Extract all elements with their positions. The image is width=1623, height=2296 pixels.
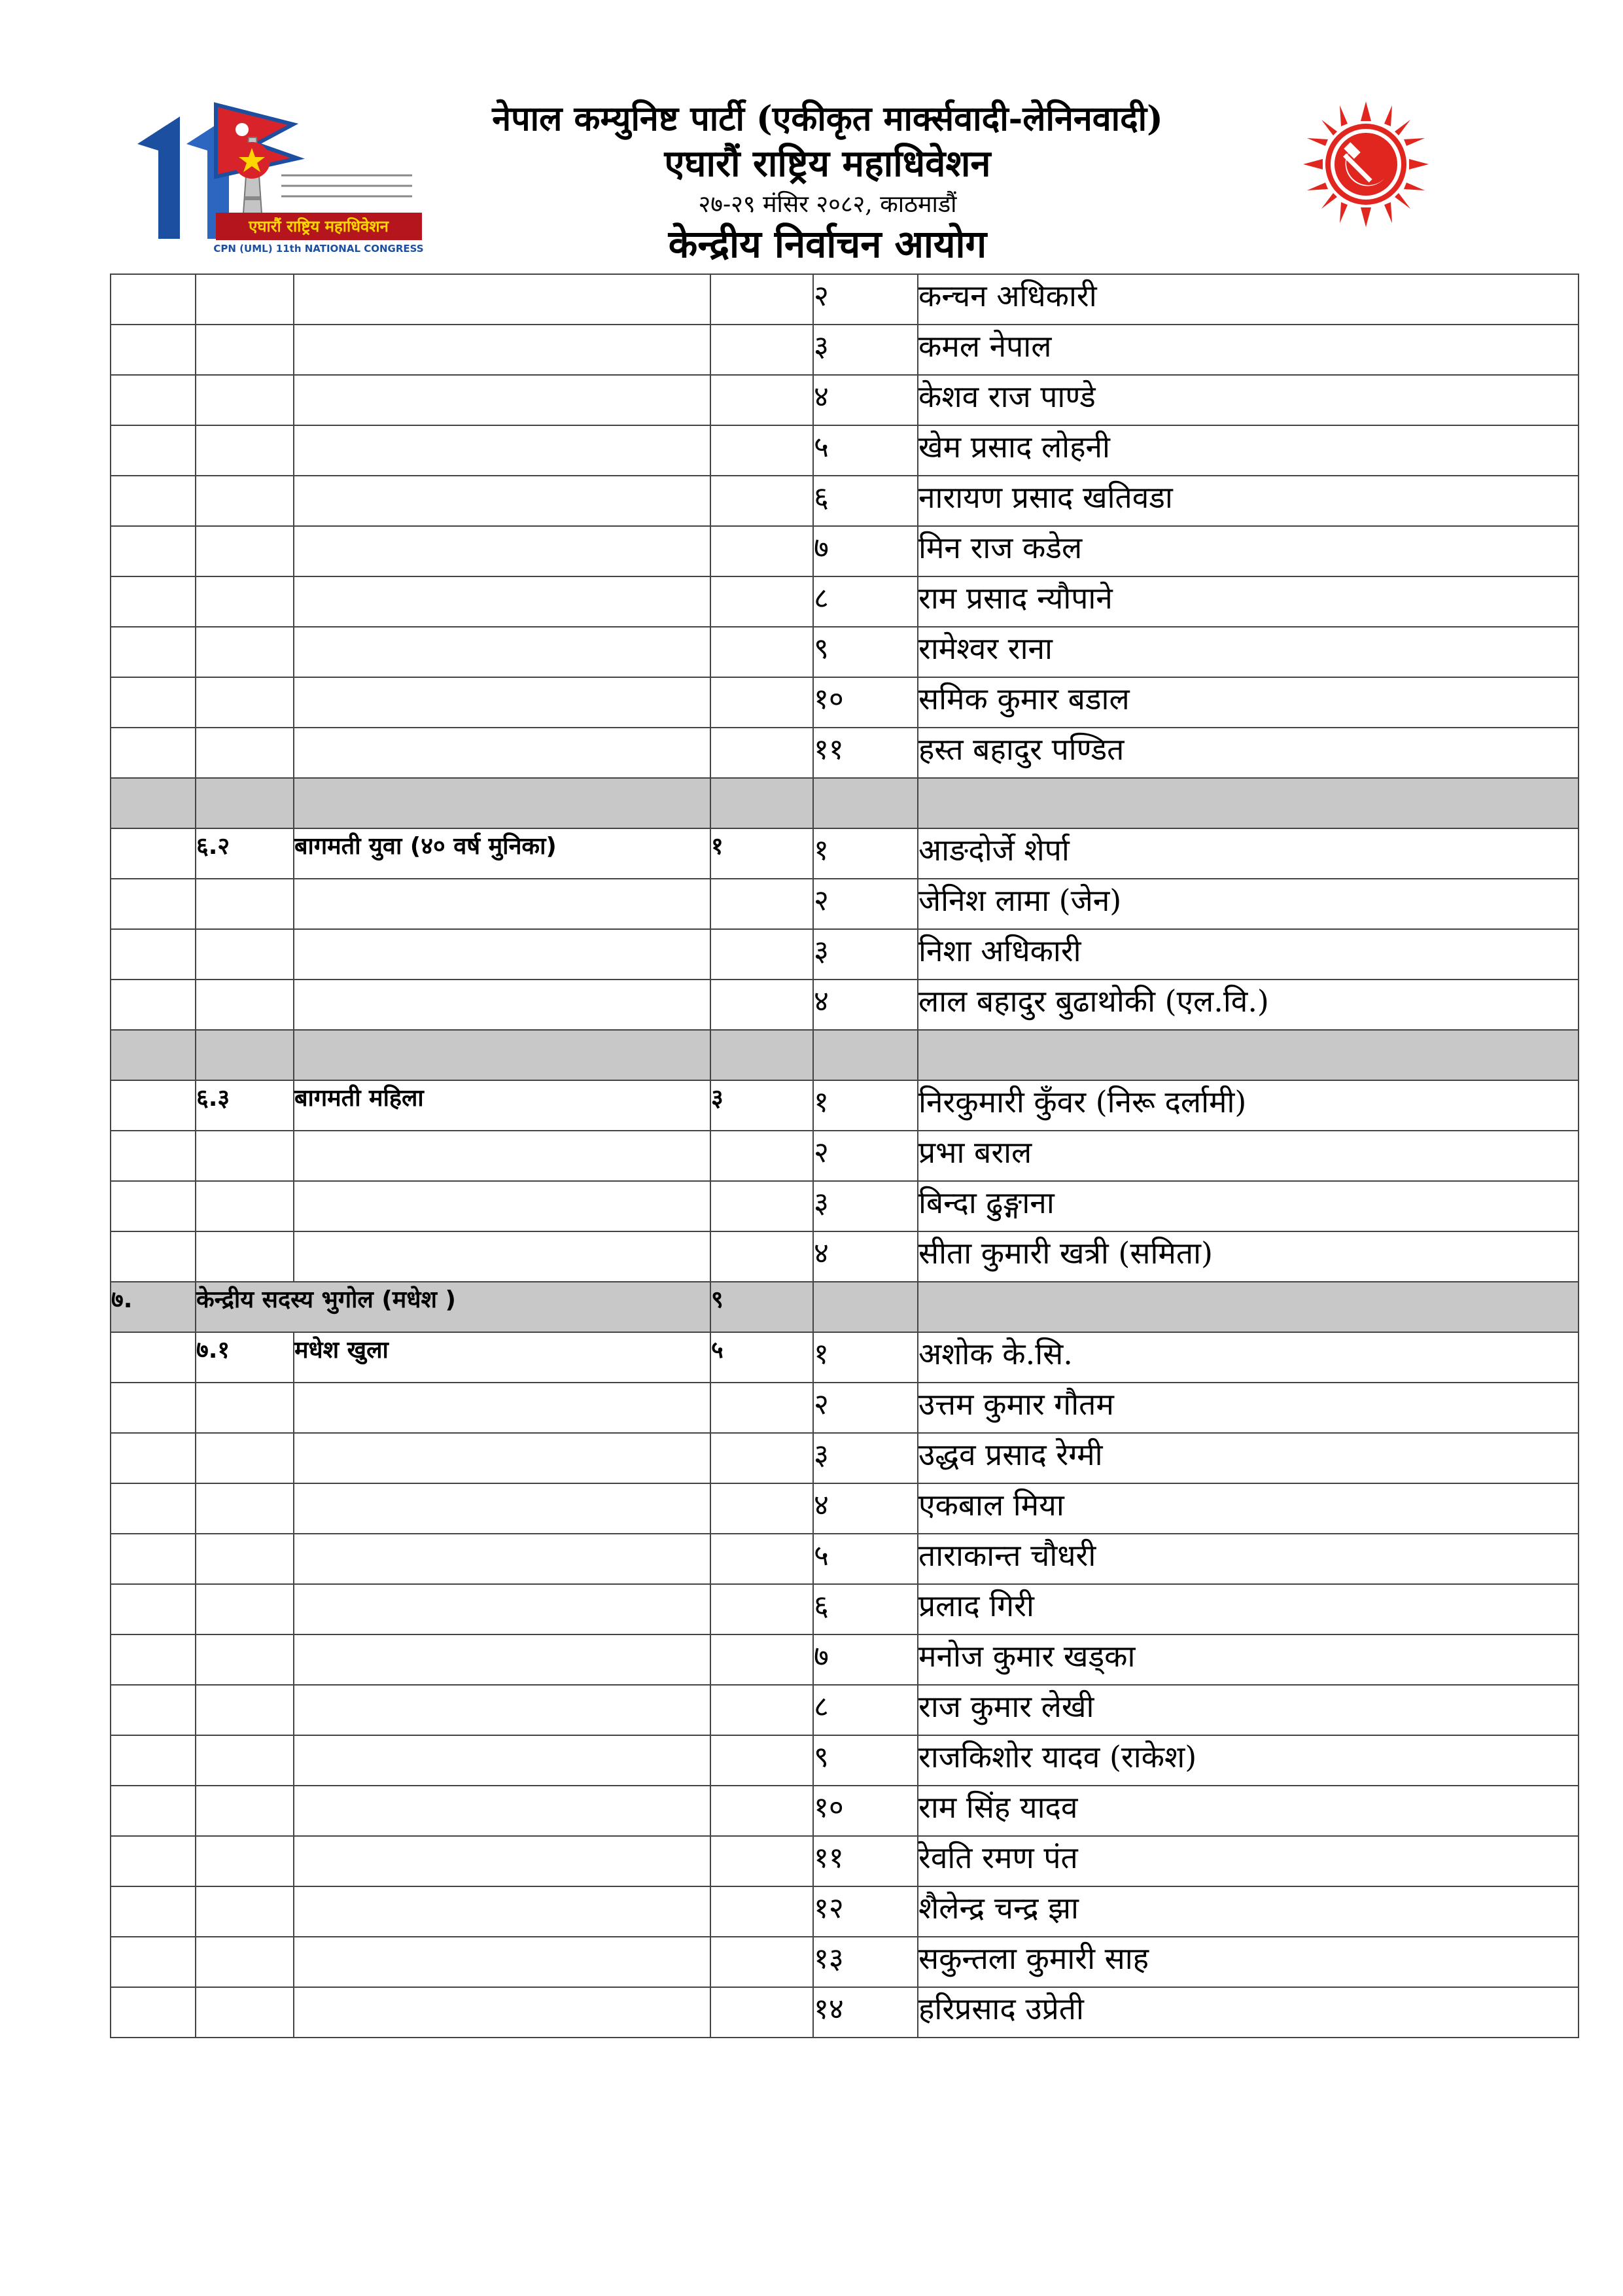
quota-cell: ३	[710, 1080, 813, 1131]
category-cell	[294, 1030, 710, 1080]
candidate-number-cell: १	[813, 828, 918, 879]
table-row	[111, 1080, 1579, 1131]
serial-number-cell	[111, 1383, 196, 1433]
candidate-number-cell: ३	[813, 1433, 918, 1483]
emblem-ribbon-subtitle: CPN (UML) 11th NATIONAL CONGRESS	[213, 243, 424, 255]
serial-number-cell	[111, 1030, 196, 1080]
sub-serial-cell	[196, 677, 294, 728]
category-cell	[294, 1886, 710, 1937]
quota-cell	[710, 576, 813, 627]
quota-cell	[710, 1030, 813, 1080]
table-row	[111, 1181, 1579, 1231]
candidate-number-cell: ३	[813, 325, 918, 375]
serial-number-cell	[111, 1886, 196, 1937]
sub-serial-cell	[196, 476, 294, 526]
sub-serial-cell	[196, 1987, 294, 2038]
serial-number-cell	[111, 476, 196, 526]
table-row	[111, 879, 1579, 929]
candidate-name-cell: केशव राज पाण्डे	[918, 375, 1579, 425]
candidate-number-cell: ८	[813, 576, 918, 627]
sub-serial-cell	[196, 1685, 294, 1735]
section-header-row	[111, 1030, 1579, 1080]
table-row	[111, 728, 1579, 778]
table-row	[111, 1836, 1579, 1886]
sub-serial-cell	[196, 929, 294, 980]
candidate-number-cell: ५	[813, 1534, 918, 1584]
quota-cell	[710, 1987, 813, 2038]
candidate-number-cell: १	[813, 1332, 918, 1383]
candidate-number-cell: ३	[813, 1181, 918, 1231]
sub-serial-cell	[196, 1433, 294, 1483]
candidate-name-cell: उद्धव प्रसाद रेग्मी	[918, 1433, 1579, 1483]
quota-cell	[710, 627, 813, 677]
sub-serial-cell	[196, 1534, 294, 1584]
sub-serial-cell	[196, 778, 294, 828]
candidate-name-cell: हरिप्रसाद उप्रेती	[918, 1987, 1579, 2038]
candidate-name-cell	[918, 1030, 1579, 1080]
quota-cell	[710, 375, 813, 425]
category-cell	[294, 476, 710, 526]
quota-cell	[710, 1483, 813, 1534]
serial-number-cell: ७.	[111, 1282, 196, 1332]
candidate-number-cell: १	[813, 1080, 918, 1131]
table-row	[111, 677, 1579, 728]
candidate-name-cell: रेवति रमण पंत	[918, 1836, 1579, 1886]
sub-serial-cell	[196, 1483, 294, 1534]
serial-number-cell	[111, 778, 196, 828]
sub-serial-cell	[196, 728, 294, 778]
table-row	[111, 1231, 1579, 1282]
candidate-number-cell: ७	[813, 526, 918, 576]
category-cell	[294, 1634, 710, 1685]
candidate-name-cell: राम सिंह यादव	[918, 1786, 1579, 1836]
document-header	[0, 0, 1623, 275]
table-row	[111, 1634, 1579, 1685]
serial-number-cell	[111, 274, 196, 325]
category-cell: बागमती महिला	[294, 1080, 710, 1131]
category-cell	[294, 1735, 710, 1786]
commission-title: केन्द्रीय निर्वाचन आयोग	[668, 222, 987, 266]
candidate-name-cell: प्रलाद गिरी	[918, 1584, 1579, 1634]
serial-number-cell	[111, 1181, 196, 1231]
sub-serial-cell	[196, 1131, 294, 1181]
category-cell: मधेश खुला	[294, 1332, 710, 1383]
serial-number-cell	[111, 576, 196, 627]
quota-cell	[710, 476, 813, 526]
table-row	[111, 1483, 1579, 1534]
candidate-name-cell	[918, 778, 1579, 828]
quota-cell	[710, 1886, 813, 1937]
candidate-name-cell: ताराकान्त चौधरी	[918, 1534, 1579, 1584]
sub-serial-cell	[196, 1886, 294, 1937]
table-row	[111, 476, 1579, 526]
category-cell	[294, 1836, 710, 1886]
table-row	[111, 1584, 1579, 1634]
section-header-row	[111, 1282, 1579, 1332]
sub-serial-cell	[196, 274, 294, 325]
candidate-name-cell	[918, 1282, 1579, 1332]
serial-number-cell	[111, 677, 196, 728]
category-cell	[294, 677, 710, 728]
category-cell	[294, 1685, 710, 1735]
quota-cell	[710, 1534, 813, 1584]
party-hammer-sickle-icon	[1303, 101, 1429, 227]
candidate-name-cell: राजकिशोर यादव (राकेश)	[918, 1735, 1579, 1786]
serial-number-cell	[111, 828, 196, 879]
quota-cell	[710, 1231, 813, 1282]
serial-number-cell	[111, 980, 196, 1030]
table-row	[111, 1534, 1579, 1584]
category-cell	[294, 274, 710, 325]
quota-cell	[710, 929, 813, 980]
serial-number-cell	[111, 1634, 196, 1685]
category-cell	[294, 929, 710, 980]
table-row	[111, 375, 1579, 425]
header-title-block	[393, 98, 1263, 268]
serial-number-cell	[111, 325, 196, 375]
candidate-name-cell: कन्चन अधिकारी	[918, 274, 1579, 325]
candidate-number-cell: ७	[813, 1634, 918, 1685]
candidate-number-cell: १३	[813, 1937, 918, 1987]
serial-number-cell	[111, 1786, 196, 1836]
table-row	[111, 274, 1579, 325]
sub-serial-cell	[196, 627, 294, 677]
quota-cell	[710, 425, 813, 476]
quota-cell	[710, 1181, 813, 1231]
candidate-name-cell: उत्तम कुमार गौतम	[918, 1383, 1579, 1433]
sub-serial-cell	[196, 1786, 294, 1836]
quota-cell	[710, 677, 813, 728]
sub-serial-cell: ७.१	[196, 1332, 294, 1383]
category-cell	[294, 1433, 710, 1483]
candidate-name-cell: सकुन्तला कुमारी साह	[918, 1937, 1579, 1987]
sub-serial-cell	[196, 1584, 294, 1634]
candidate-name-cell: शैलेन्द्र चन्द्र झा	[918, 1886, 1579, 1937]
table-row	[111, 1433, 1579, 1483]
candidate-number-cell: १२	[813, 1886, 918, 1937]
category-cell	[294, 375, 710, 425]
candidate-name-cell: प्रभा बराल	[918, 1131, 1579, 1181]
quota-cell	[710, 1584, 813, 1634]
candidate-number-cell: ६	[813, 1584, 918, 1634]
sub-serial-cell	[196, 1735, 294, 1786]
candidate-name-cell: राज कुमार लेखी	[918, 1685, 1579, 1735]
sub-serial-cell: ६.२	[196, 828, 294, 879]
sub-serial-cell	[196, 576, 294, 627]
category-cell	[294, 1383, 710, 1433]
table-row	[111, 828, 1579, 879]
serial-number-cell	[111, 627, 196, 677]
table-row	[111, 1735, 1579, 1786]
candidate-name-cell: एकबाल मिया	[918, 1483, 1579, 1534]
candidate-number-cell: ६	[813, 476, 918, 526]
sub-serial-cell	[196, 526, 294, 576]
candidate-name-cell: मनोज कुमार खड्का	[918, 1634, 1579, 1685]
candidate-number-cell: १०	[813, 1786, 918, 1836]
quota-cell	[710, 526, 813, 576]
sub-serial-cell	[196, 1937, 294, 1987]
candidate-name-cell: हस्त बहादुर पण्डित	[918, 728, 1579, 778]
candidate-name-cell: निरकुमारी कुँवर (निरू दर्लामी)	[918, 1080, 1579, 1131]
candidate-name-cell: नारायण प्रसाद खतिवडा	[918, 476, 1579, 526]
serial-number-cell	[111, 1735, 196, 1786]
candidate-number-cell: ४	[813, 980, 918, 1030]
candidate-number-cell: ९	[813, 1735, 918, 1786]
candidate-list-table	[110, 274, 1579, 2038]
table-row	[111, 1131, 1579, 1181]
candidate-name-cell: कमल नेपाल	[918, 325, 1579, 375]
candidate-number-cell: १०	[813, 677, 918, 728]
candidate-name-cell: आङदोर्जे शेर्पा	[918, 828, 1579, 879]
serial-number-cell	[111, 1685, 196, 1735]
serial-number-cell	[111, 1433, 196, 1483]
serial-number-cell	[111, 1483, 196, 1534]
candidate-name-cell: सीता कुमारी खत्री (समिता)	[918, 1231, 1579, 1282]
serial-number-cell	[111, 929, 196, 980]
table-row	[111, 1937, 1579, 1987]
candidate-number-cell	[813, 1282, 918, 1332]
congress-title: एघारौं राष्ट्रिय महाधिवेशन	[664, 142, 991, 185]
group-title-cell: केन्द्रीय सदस्य भुगोल (मधेश )	[196, 1282, 710, 1332]
candidate-number-cell: ८	[813, 1685, 918, 1735]
candidate-number-cell: ४	[813, 1483, 918, 1534]
candidate-name-cell: मिन राज कडेल	[918, 526, 1579, 576]
serial-number-cell	[111, 1080, 196, 1131]
category-cell	[294, 778, 710, 828]
quota-cell	[710, 1131, 813, 1181]
category-cell	[294, 627, 710, 677]
category-cell	[294, 879, 710, 929]
date-place: २७-२९ मंसिर २०८२, काठमाडौं	[698, 191, 957, 218]
sub-serial-cell	[196, 879, 294, 929]
candidate-name-cell: बिन्दा ढुङ्गाना	[918, 1181, 1579, 1231]
sub-serial-cell	[196, 325, 294, 375]
sub-serial-cell: ६.३	[196, 1080, 294, 1131]
sub-serial-cell	[196, 1231, 294, 1282]
sub-serial-cell	[196, 1634, 294, 1685]
quota-cell	[710, 879, 813, 929]
table-row	[111, 576, 1579, 627]
category-cell	[294, 1231, 710, 1282]
congress-emblem-logo	[118, 98, 428, 267]
quota-cell	[710, 1937, 813, 1987]
candidate-number-cell: ११	[813, 728, 918, 778]
category-cell	[294, 1181, 710, 1231]
serial-number-cell	[111, 1836, 196, 1886]
serial-number-cell	[111, 1584, 196, 1634]
candidate-number-cell: ९	[813, 627, 918, 677]
section-header-row	[111, 778, 1579, 828]
table-row	[111, 627, 1579, 677]
serial-number-cell	[111, 1131, 196, 1181]
category-cell	[294, 1131, 710, 1181]
quota-cell: ९	[710, 1282, 813, 1332]
serial-number-cell	[111, 1332, 196, 1383]
category-cell	[294, 980, 710, 1030]
table-row	[111, 325, 1579, 375]
serial-number-cell	[111, 526, 196, 576]
sub-serial-cell	[196, 1836, 294, 1886]
category-cell	[294, 576, 710, 627]
candidate-number-cell: २	[813, 1383, 918, 1433]
candidate-name-cell: रामेश्वर राना	[918, 627, 1579, 677]
sub-serial-cell	[196, 425, 294, 476]
category-cell	[294, 1534, 710, 1584]
quota-cell	[710, 728, 813, 778]
quota-cell	[710, 778, 813, 828]
category-cell	[294, 1937, 710, 1987]
sub-serial-cell	[196, 1383, 294, 1433]
candidate-name-cell: अशोक के.सि.	[918, 1332, 1579, 1383]
serial-number-cell	[111, 1987, 196, 2038]
category-cell	[294, 1584, 710, 1634]
table-row	[111, 425, 1579, 476]
serial-number-cell	[111, 728, 196, 778]
candidate-name-cell: लाल बहादुर बुढाथोकी (एल.वि.)	[918, 980, 1579, 1030]
table-row	[111, 1786, 1579, 1836]
category-cell	[294, 728, 710, 778]
candidate-name-cell: खेम प्रसाद लोहनी	[918, 425, 1579, 476]
table-row	[111, 526, 1579, 576]
quota-cell: ५	[710, 1332, 813, 1383]
emblem-ribbon-title: एघारौं राष्ट्रिय महाधिवेशन	[249, 217, 389, 236]
candidate-list-body	[111, 274, 1579, 2038]
candidate-number-cell: २	[813, 879, 918, 929]
serial-number-cell	[111, 1937, 196, 1987]
category-cell	[294, 425, 710, 476]
candidate-number-cell: २	[813, 274, 918, 325]
quota-cell	[710, 1836, 813, 1886]
candidate-number-cell: ४	[813, 1231, 918, 1282]
serial-number-cell	[111, 375, 196, 425]
candidate-number-cell: ३	[813, 929, 918, 980]
category-cell: बागमती युवा (४० वर्ष मुनिका)	[294, 828, 710, 879]
serial-number-cell	[111, 1231, 196, 1282]
serial-number-cell	[111, 879, 196, 929]
table-row	[111, 980, 1579, 1030]
candidate-number-cell	[813, 778, 918, 828]
quota-cell	[710, 1383, 813, 1433]
table-row	[111, 929, 1579, 980]
quota-cell	[710, 1433, 813, 1483]
party-name: नेपाल कम्युनिष्ट पार्टी (एकीकृत मार्क्सवादी-लेनिनवादी)	[492, 99, 1163, 139]
candidate-number-cell: २	[813, 1131, 918, 1181]
sub-serial-cell	[196, 1181, 294, 1231]
category-cell	[294, 1987, 710, 2038]
candidate-number-cell: ११	[813, 1836, 918, 1886]
table-row	[111, 1685, 1579, 1735]
table-row	[111, 1987, 1579, 2038]
candidate-number-cell: १४	[813, 1987, 918, 2038]
quota-cell: १	[710, 828, 813, 879]
table-row	[111, 1886, 1579, 1937]
quota-cell	[710, 1634, 813, 1685]
quota-cell	[710, 1685, 813, 1735]
table-row	[111, 1332, 1579, 1383]
sub-serial-cell	[196, 1030, 294, 1080]
candidate-name-cell: निशा अधिकारी	[918, 929, 1579, 980]
candidate-name-cell: समिक कुमार बडाल	[918, 677, 1579, 728]
candidate-number-cell: ५	[813, 425, 918, 476]
category-cell	[294, 526, 710, 576]
category-cell	[294, 1786, 710, 1836]
category-cell	[294, 1483, 710, 1534]
sub-serial-cell	[196, 375, 294, 425]
candidate-name-cell: राम प्रसाद न्यौपाने	[918, 576, 1579, 627]
table-row	[111, 1383, 1579, 1433]
candidate-name-cell: जेनिश लामा (जेन)	[918, 879, 1579, 929]
candidate-number-cell	[813, 1030, 918, 1080]
serial-number-cell	[111, 425, 196, 476]
sub-serial-cell	[196, 980, 294, 1030]
quota-cell	[710, 325, 813, 375]
serial-number-cell	[111, 1534, 196, 1584]
quota-cell	[710, 1786, 813, 1836]
quota-cell	[710, 980, 813, 1030]
quota-cell	[710, 274, 813, 325]
candidate-number-cell: ४	[813, 375, 918, 425]
category-cell	[294, 325, 710, 375]
quota-cell	[710, 1735, 813, 1786]
